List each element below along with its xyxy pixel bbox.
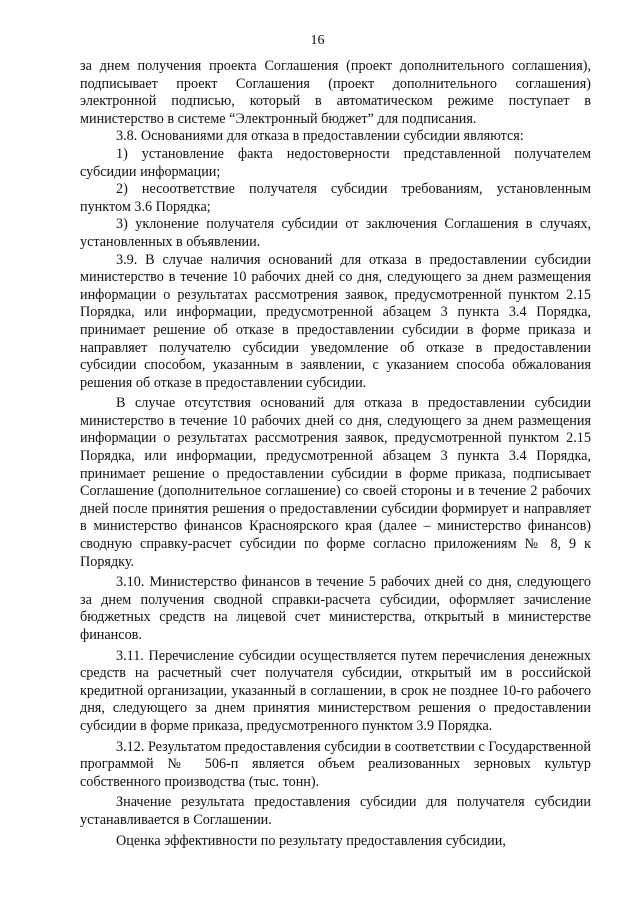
paragraph-3-9: 3.9. В случае наличия оснований для отказа в предоставлении субсидии министерство в течение 10 рабочих дней со дня, следующего за днем размещения информации о результатах рассмотрения заявок, предусмотренной пунктом 2.15 Порядка, или информации, предусмотренной абзацем 3 пункта 3.4 Порядка, принимает решение об отказе в предоставлении субсидии в форме приказа и направляет получателю субсидии уведомление об отказе в предоставлении субсидии способом, указанным в заявлении, с указанием способа обжалования решения об отказе в предоставлении субсидии. xyxy=(80,251,591,391)
paragraph-3-9-second: В случае отсутствия оснований для отказа в предоставлении субсидии министерство в течение 10 рабочих дней со дня, следующего за днем размещения информации о результатах рассмотрения заявок, предусмотренной пунктом 2.15 Порядка, или информации, предусмотренной абзацем 3 пункта 3.4 Порядка, принимает решение о предоставлении субсидии в форме приказа, подписывает Соглашение (дополнительное соглашение) со своей стороны и в течение 2 рабочих дней после принятия решения о предоставлении субсидии формирует и направляет в министерство финансов Красноярского края (далее – министерство финансов) сводную справку-расчет субсидии по форме согласно приложениям № 8, 9 к Порядку. xyxy=(80,395,591,570)
paragraph-3-11: 3.11. Перечисление субсидии осуществляется путем перечисления денежных средств на расчетный счет получателя субсидии, открытый им в российской кредитной организации, указанный в соглашении, в срок не позднее 10-го рабочего дня, следующего за днем принятия министерством решения о предоставлении субсидии в форме приказа, предусмотренного пунктом 3.9 Порядка. xyxy=(80,647,591,734)
paragraph-3-8-item-1: 1) установление факта недостоверности представленной получателем субсидии информации; xyxy=(80,145,591,180)
paragraph-efficiency: Оценка эффективности по результату предоставления субсидии, xyxy=(116,832,506,849)
paragraph-3-8-item-2: 2) несоответствие получателя субсидии требованиям, установленным пунктом 3.6 Порядка; xyxy=(80,181,591,215)
document-body xyxy=(80,58,591,850)
paragraph-3-10: 3.10. Министерство финансов в течение 5 рабочих дней со дня, следующего за днем получения сводной справки-расчета субсидии, оформляет зачисление бюджетных средств на лицевой счет министерства, открытый в министерстве финансов. xyxy=(80,574,591,643)
paragraph-3-12: 3.12. Результатом предоставления субсидии в соответствии с Государственной программой № 506-п является объем реализованных зерновых культур собственного производства (тыс. тонн). xyxy=(80,738,591,790)
paragraph-3-8: 3.8. Основаниями для отказа в предоставлении субсидии являются: xyxy=(116,128,524,145)
paragraph-continuation: за днем получения проекта Соглашения (проект дополнительного соглашения), подписывает проект Соглашения (проект дополнительного соглашения) электронной подписью, который в автоматическом режиме поступает в министерство в системе “Электронный бюджет” для подписания. xyxy=(80,58,591,127)
page-number: 16 xyxy=(310,33,325,48)
paragraph-result-value: Значение результата предоставления субсидии для получателя субсидии устанавливается в Соглашении. xyxy=(80,794,591,828)
paragraph-3-8-item-3: 3) уклонение получателя субсидии от заключения Соглашения в случаях, установленных в объявлении. xyxy=(80,216,591,250)
